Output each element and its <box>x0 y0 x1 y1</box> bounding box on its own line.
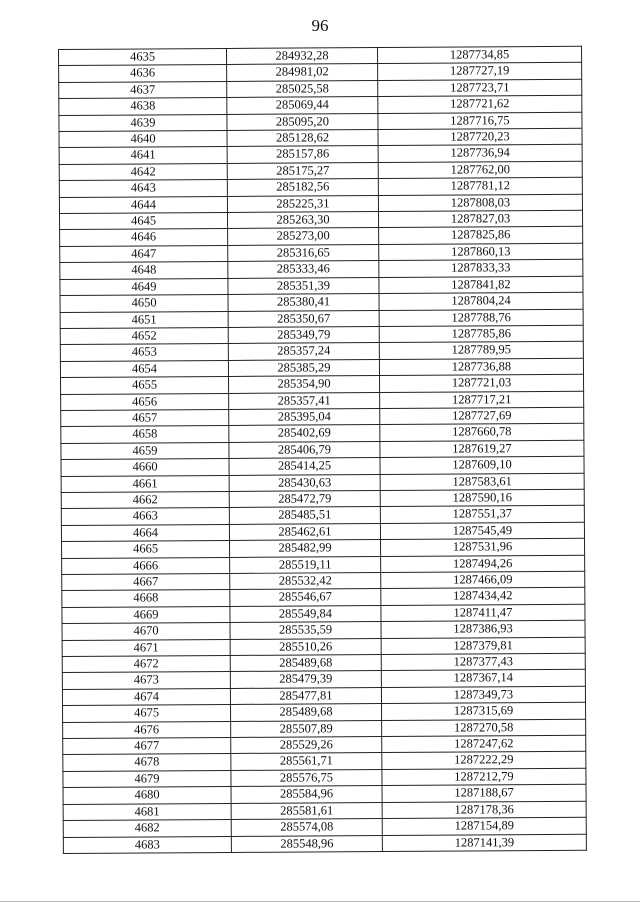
y-coordinate-cell: 1287723,71 <box>378 79 582 97</box>
y-coordinate-cell: 1287788,76 <box>379 309 583 327</box>
x-coordinate-cell: 285532,42 <box>230 573 381 590</box>
y-coordinate-cell: 1287727,19 <box>378 63 582 81</box>
y-coordinate-cell: 1287386,93 <box>381 621 585 639</box>
x-coordinate-cell: 285519,11 <box>230 556 381 573</box>
point-number-cell: 4652 <box>60 327 228 344</box>
y-coordinate-cell: 1287721,62 <box>378 96 582 114</box>
point-number-cell: 4670 <box>62 623 230 640</box>
point-number-cell: 4673 <box>62 672 230 689</box>
x-coordinate-cell: 285263,30 <box>228 212 379 229</box>
y-coordinate-cell: 1287212,79 <box>382 768 586 786</box>
x-coordinate-cell: 285357,24 <box>228 343 379 360</box>
y-coordinate-cell: 1287781,12 <box>378 178 582 196</box>
point-number-cell: 4681 <box>63 803 231 820</box>
point-number-cell: 4657 <box>61 409 229 426</box>
y-coordinate-cell: 1287785,86 <box>379 325 583 343</box>
point-number-cell: 4683 <box>63 836 231 853</box>
point-number-cell: 4668 <box>62 590 230 607</box>
y-coordinate-cell: 1287367,14 <box>381 670 585 688</box>
point-number-cell: 4637 <box>59 81 227 98</box>
y-coordinate-cell: 1287411,47 <box>381 604 585 622</box>
point-number-cell: 4654 <box>60 360 228 377</box>
point-number-cell: 4680 <box>63 787 231 804</box>
x-coordinate-cell: 285510,26 <box>230 638 381 655</box>
x-coordinate-cell: 284981,02 <box>227 64 378 81</box>
point-number-cell: 4646 <box>60 229 228 246</box>
point-number-cell: 4671 <box>62 639 230 656</box>
point-number-cell: 4639 <box>59 114 227 131</box>
point-number-cell: 4638 <box>59 98 227 115</box>
x-coordinate-cell: 285354,90 <box>229 376 380 393</box>
page-number: 96 <box>311 16 329 35</box>
y-coordinate-cell: 1287860,13 <box>379 243 583 261</box>
x-coordinate-cell: 285406,79 <box>229 441 380 458</box>
point-number-cell: 4636 <box>59 65 227 82</box>
y-coordinate-cell: 1287660,78 <box>380 424 584 442</box>
x-coordinate-cell: 285182,56 <box>227 179 378 196</box>
x-coordinate-cell: 285402,69 <box>229 425 380 442</box>
y-coordinate-cell: 1287609,10 <box>380 456 584 474</box>
y-coordinate-cell: 1287315,69 <box>382 703 586 721</box>
x-coordinate-cell: 285549,84 <box>230 605 381 622</box>
point-number-cell: 4649 <box>60 278 228 295</box>
point-number-cell: 4640 <box>59 131 227 148</box>
point-number-cell: 4665 <box>62 541 230 558</box>
x-coordinate-cell: 285357,41 <box>229 392 380 409</box>
y-coordinate-cell: 1287827,03 <box>378 210 582 228</box>
x-coordinate-cell: 285485,51 <box>229 507 380 524</box>
point-number-cell: 4674 <box>62 688 230 705</box>
point-number-cell: 4677 <box>63 738 231 755</box>
x-coordinate-cell: 285430,63 <box>229 474 380 491</box>
point-number-cell: 4651 <box>60 311 228 328</box>
x-coordinate-cell: 285157,86 <box>227 146 378 163</box>
x-coordinate-cell: 285472,79 <box>229 491 380 508</box>
x-coordinate-cell: 285380,41 <box>228 294 379 311</box>
x-coordinate-cell: 285479,39 <box>230 671 381 688</box>
x-coordinate-cell: 285095,20 <box>227 113 378 130</box>
x-coordinate-cell: 285175,27 <box>227 162 378 179</box>
y-coordinate-cell: 1287545,49 <box>380 522 584 540</box>
y-coordinate-cell: 1287434,42 <box>381 588 585 606</box>
point-number-cell: 4664 <box>61 524 229 541</box>
x-coordinate-cell: 285395,04 <box>229 408 380 425</box>
point-number-cell: 4659 <box>61 442 229 459</box>
x-coordinate-cell: 285561,71 <box>231 753 382 770</box>
x-coordinate-cell: 285489,68 <box>230 655 381 672</box>
point-number-cell: 4644 <box>59 196 227 213</box>
y-coordinate-cell: 1287590,16 <box>380 489 584 507</box>
x-coordinate-cell: 285462,61 <box>229 523 380 540</box>
y-coordinate-cell: 1287833,33 <box>379 260 583 278</box>
x-coordinate-cell: 284932,28 <box>226 48 377 65</box>
x-coordinate-cell: 285128,62 <box>227 130 378 147</box>
x-coordinate-cell: 285316,65 <box>228 244 379 261</box>
y-coordinate-cell: 1287716,75 <box>378 112 582 130</box>
y-coordinate-cell: 1287141,39 <box>382 834 586 852</box>
point-number-cell: 4647 <box>60 245 228 262</box>
y-coordinate-cell: 1287736,88 <box>379 358 583 376</box>
point-number-cell: 4655 <box>61 377 229 394</box>
x-coordinate-cell: 285574,08 <box>231 819 382 836</box>
y-coordinate-cell: 1287583,61 <box>380 473 584 491</box>
x-coordinate-cell: 285529,26 <box>231 737 382 754</box>
x-coordinate-cell: 285584,96 <box>231 786 382 803</box>
x-coordinate-cell: 285546,67 <box>230 589 381 606</box>
y-coordinate-cell: 1287619,27 <box>380 440 584 458</box>
y-coordinate-cell: 1287494,26 <box>381 555 585 573</box>
y-coordinate-cell: 1287377,43 <box>381 653 585 671</box>
point-number-cell: 4662 <box>61 491 229 508</box>
point-number-cell: 4660 <box>61 459 229 476</box>
point-number-cell: 4679 <box>63 770 231 787</box>
x-coordinate-cell: 285482,99 <box>230 540 381 557</box>
x-coordinate-cell: 285225,31 <box>227 195 378 212</box>
point-number-cell: 4653 <box>60 344 228 361</box>
x-coordinate-cell: 285069,44 <box>227 97 378 114</box>
x-coordinate-cell: 285507,89 <box>231 720 382 737</box>
point-number-cell: 4661 <box>61 475 229 492</box>
y-coordinate-cell: 1287379,81 <box>381 637 585 655</box>
point-number-cell: 4676 <box>63 721 231 738</box>
coordinates-table-body <box>59 46 587 853</box>
x-coordinate-cell: 285351,39 <box>228 277 379 294</box>
point-number-cell: 4663 <box>61 508 229 525</box>
y-coordinate-cell: 1287531,96 <box>381 538 585 556</box>
point-number-cell: 4682 <box>63 820 231 837</box>
y-coordinate-cell: 1287720,23 <box>378 128 582 146</box>
x-coordinate-cell: 285349,79 <box>228 326 379 343</box>
x-coordinate-cell: 285333,46 <box>228 261 379 278</box>
y-coordinate-cell: 1287789,95 <box>379 342 583 360</box>
point-number-cell: 4643 <box>59 180 227 197</box>
y-coordinate-cell: 1287736,94 <box>378 145 582 163</box>
x-coordinate-cell: 285273,00 <box>228 228 379 245</box>
point-number-cell: 4641 <box>59 147 227 164</box>
point-number-cell: 4642 <box>59 163 227 180</box>
x-coordinate-cell: 285489,68 <box>231 704 382 721</box>
x-coordinate-cell: 285535,59 <box>230 622 381 639</box>
point-number-cell: 4672 <box>62 655 230 672</box>
y-coordinate-cell: 1287727,69 <box>380 407 584 425</box>
y-coordinate-cell: 1287804,24 <box>379 292 583 310</box>
x-coordinate-cell: 285025,58 <box>227 80 378 97</box>
y-coordinate-cell: 1287717,21 <box>380 391 584 409</box>
point-number-cell: 4678 <box>63 754 231 771</box>
point-number-cell: 4648 <box>60 262 228 279</box>
coordinates-table <box>58 46 587 854</box>
point-number-cell: 4650 <box>60 295 228 312</box>
y-coordinate-cell: 1287466,09 <box>381 571 585 589</box>
y-coordinate-cell: 1287178,36 <box>382 801 586 819</box>
x-coordinate-cell: 285477,81 <box>230 687 381 704</box>
x-coordinate-cell: 285414,25 <box>229 458 380 475</box>
y-coordinate-cell: 1287188,67 <box>382 785 586 803</box>
y-coordinate-cell: 1287825,86 <box>379 227 583 245</box>
y-coordinate-cell: 1287222,29 <box>382 752 586 770</box>
point-number-cell: 4658 <box>61 426 229 443</box>
point-number-cell: 4656 <box>61 393 229 410</box>
point-number-cell: 4675 <box>63 705 231 722</box>
x-coordinate-cell: 285581,61 <box>231 802 382 819</box>
point-number-cell: 4669 <box>62 606 230 623</box>
point-number-cell: 4666 <box>62 557 230 574</box>
y-coordinate-cell: 1287808,03 <box>378 194 582 212</box>
point-number-cell: 4667 <box>62 573 230 590</box>
scan-edge-line <box>0 901 640 902</box>
y-coordinate-cell: 1287721,03 <box>380 374 584 392</box>
x-coordinate-cell: 285548,96 <box>231 835 382 852</box>
table-row <box>63 834 586 854</box>
y-coordinate-cell: 1287247,62 <box>382 735 586 753</box>
coordinates-sheet <box>58 46 586 854</box>
y-coordinate-cell: 1287551,37 <box>380 506 584 524</box>
y-coordinate-cell: 1287762,00 <box>378 161 582 179</box>
x-coordinate-cell: 285576,75 <box>231 769 382 786</box>
y-coordinate-cell: 1287734,85 <box>377 46 581 64</box>
y-coordinate-cell: 1287349,73 <box>381 686 585 704</box>
point-number-cell: 4645 <box>60 213 228 230</box>
y-coordinate-cell: 1287154,89 <box>382 817 586 835</box>
y-coordinate-cell: 1287270,58 <box>382 719 586 737</box>
x-coordinate-cell: 285350,67 <box>228 310 379 327</box>
point-number-cell: 4635 <box>59 48 227 65</box>
y-coordinate-cell: 1287841,82 <box>379 276 583 294</box>
x-coordinate-cell: 285385,29 <box>228 359 379 376</box>
